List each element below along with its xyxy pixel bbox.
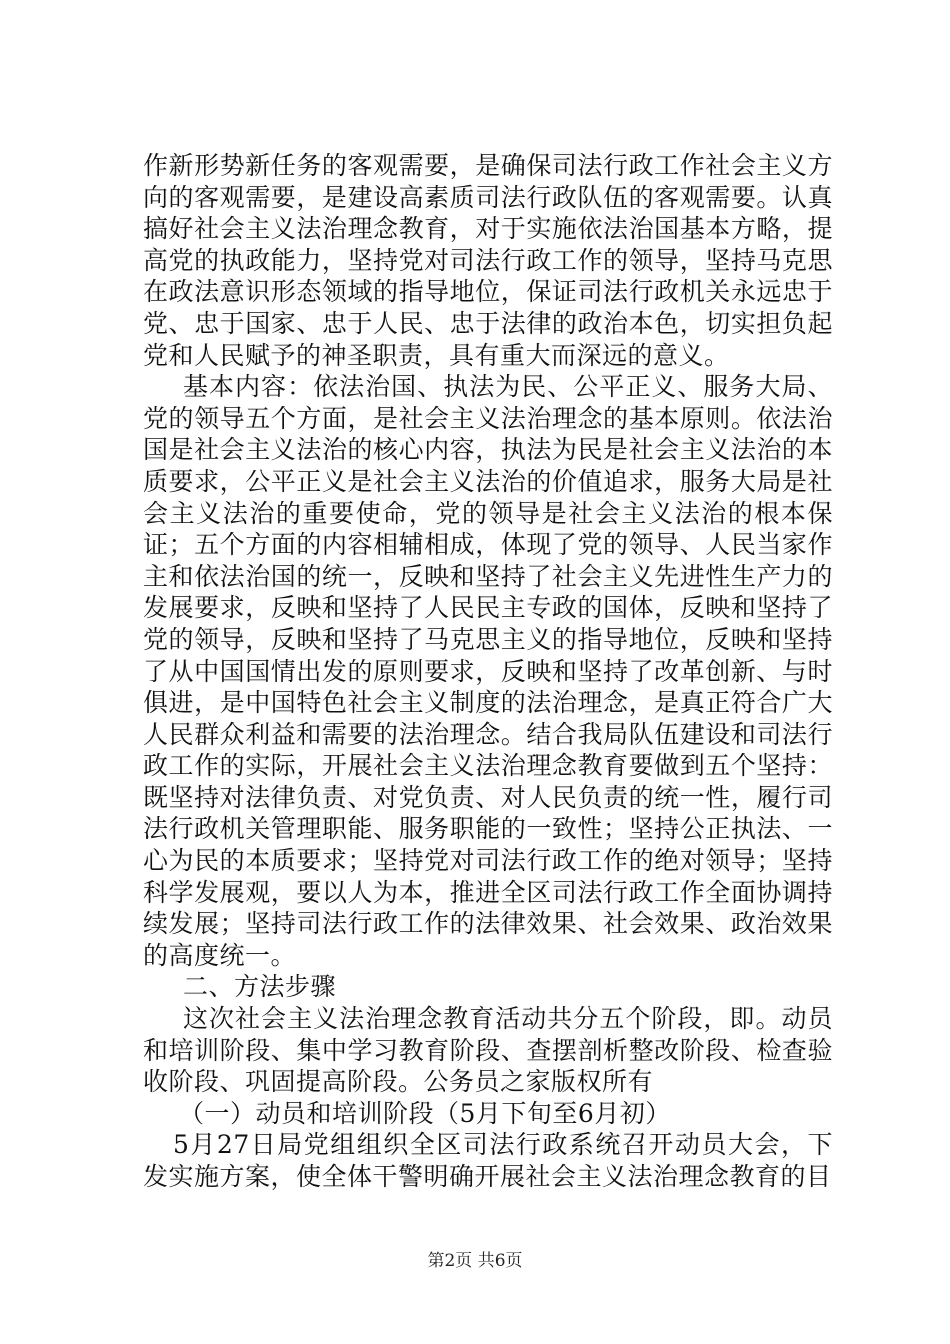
paragraph-five-stages: 这次社会主义法治理念教育活动共分五个阶段，即。动员和培训阶段、集中学习教育阶段、查摆剖析整改阶段、检查验收阶段、巩固提高阶段。公务员之家版权所有: [143, 1004, 833, 1097]
paragraph-mobilization-detail: 5月27日局党组组织全区司法行政系统召开动员大会，下发实施方案，使全体干警明确开展社会主义法治理念教育的目: [143, 1130, 833, 1191]
section-heading-methods: 二、方法步骤: [183, 972, 337, 1002]
page-footer: 第2页 共6页: [427, 1251, 523, 1271]
subheading-mobilization-stage: （一）动员和培训阶段（5月下旬至6月初）: [179, 1098, 671, 1128]
document-body: [143, 150, 833, 1193]
paragraph-basic-content: 基本内容：依法治国、执法为民、公平正义、服务大局、党的领导五个方面，是社会主义法治理念的基本原则。依法治国是社会主义法治的核心内容，执法为民是社会主义法治的本质要求，公平正义是社会主义法治的价值追求，服务大局是社会主义法治的重要使命，党的领导是社会主义法治的根本保证；五个方面的内容相辅相成，体现了党的领导、人民当家作主和依法治国的统一，反映和坚持了社会主义先进性生产力的发展要求，反映和坚持了人民民主专政的国体，反映和坚持了党的领导，反映和坚持了马克思主义的指导地位，反映和坚持了从中国国情出发的原则要求，反映和坚持了改革创新、与时俱进，是中国特色社会主义制度的法治理念，是真正符合广大人民群众利益和需要的法治理念。结合我局队伍建设和司法行政工作的实际，开展社会主义法治理念教育要做到五个坚持：既坚持对法律负责、对党负责、对人民负责的统一性，履行司法行政机关管理职能、服务职能的一致性；坚持公正执法、一心为民的本质要求；坚持党对司法行政工作的绝对领导；坚持科学发展观，要以人为本，推进全区司法行政工作全面协调持续发展；坚持司法行政工作的法律效果、社会效果、政治效果的高度统一。: [143, 372, 833, 970]
paragraph-continuation: 作新形势新任务的客观需要，是确保司法行政工作社会主义方向的客观需要，是建设高素质司法行政队伍的客观需要。认真搞好社会主义法治理念教育，对于实施依法治国基本方略，提高党的执政能力，坚持党对司法行政工作的领导，坚持马克思在政法意识形态领域的指导地位，保证司法行政机关永远忠于党、忠于国家、忠于人民、忠于法律的政治本色，切实担负起党和人民赋予的神圣职责，具有重大而深远的意义。: [143, 151, 833, 370]
